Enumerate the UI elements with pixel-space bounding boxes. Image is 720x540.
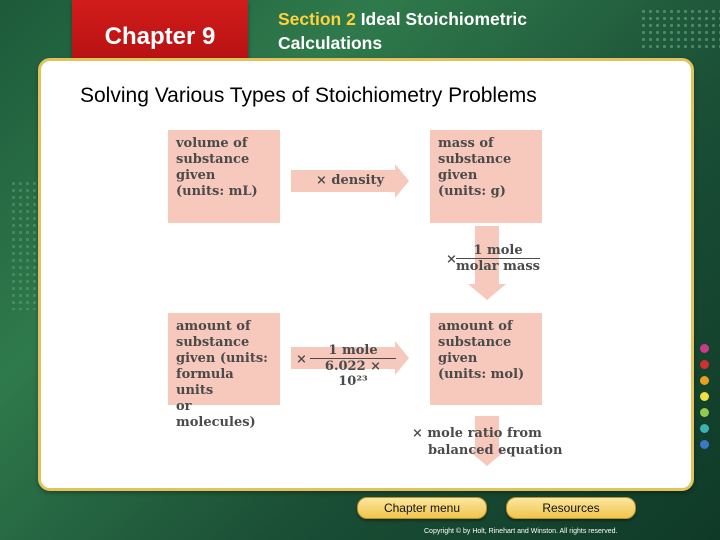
chapter-menu-button[interactable]: Chapter menu bbox=[357, 497, 487, 519]
background-pattern bbox=[10, 180, 36, 310]
decor-dot bbox=[700, 376, 709, 385]
decor-dot bbox=[700, 344, 709, 353]
section-title bbox=[278, 7, 608, 55]
background-pattern bbox=[640, 8, 720, 48]
chapter-label: Chapter 9 bbox=[104, 23, 216, 50]
section-label: Section 2 bbox=[278, 9, 356, 29]
decor-dot bbox=[700, 392, 709, 401]
decor-dot bbox=[700, 440, 709, 449]
content-panel bbox=[38, 58, 694, 491]
copyright-text: Copyright © by Holt, Rinehart and Winston. All rights reserved. bbox=[424, 528, 618, 535]
slide-title: Solving Various Types of Stoichiometry Problems bbox=[80, 84, 537, 107]
box-amount-mol: amount of substance given (units: mol) bbox=[430, 313, 542, 405]
section-title-line1: Ideal Stoichiometric bbox=[360, 9, 527, 29]
label-mole-ratio-line2: balanced equation bbox=[428, 443, 563, 458]
fraction-molar-mass: 1 mole molar mass bbox=[456, 243, 540, 274]
label-molar-mass-times: × bbox=[446, 252, 457, 267]
box-mass: mass of substance given (units: g) bbox=[430, 130, 542, 223]
fraction-avogadro: 1 mole 6.022 × 10²³ bbox=[310, 343, 396, 389]
box-volume: volume of substance given (units: mL) bbox=[168, 130, 280, 223]
decor-dot bbox=[700, 424, 709, 433]
label-density: × density bbox=[316, 173, 385, 188]
decor-dot bbox=[700, 408, 709, 417]
box-amount-units: amount of substance given (units: formula units or molecules) bbox=[168, 313, 280, 405]
label-avogadro-times: × bbox=[296, 352, 307, 367]
section-title-line2: Calculations bbox=[278, 33, 383, 53]
decor-dot bbox=[700, 360, 709, 369]
label-mole-ratio-line1: × mole ratio from bbox=[412, 426, 542, 441]
resources-button[interactable]: Resources bbox=[506, 497, 636, 519]
